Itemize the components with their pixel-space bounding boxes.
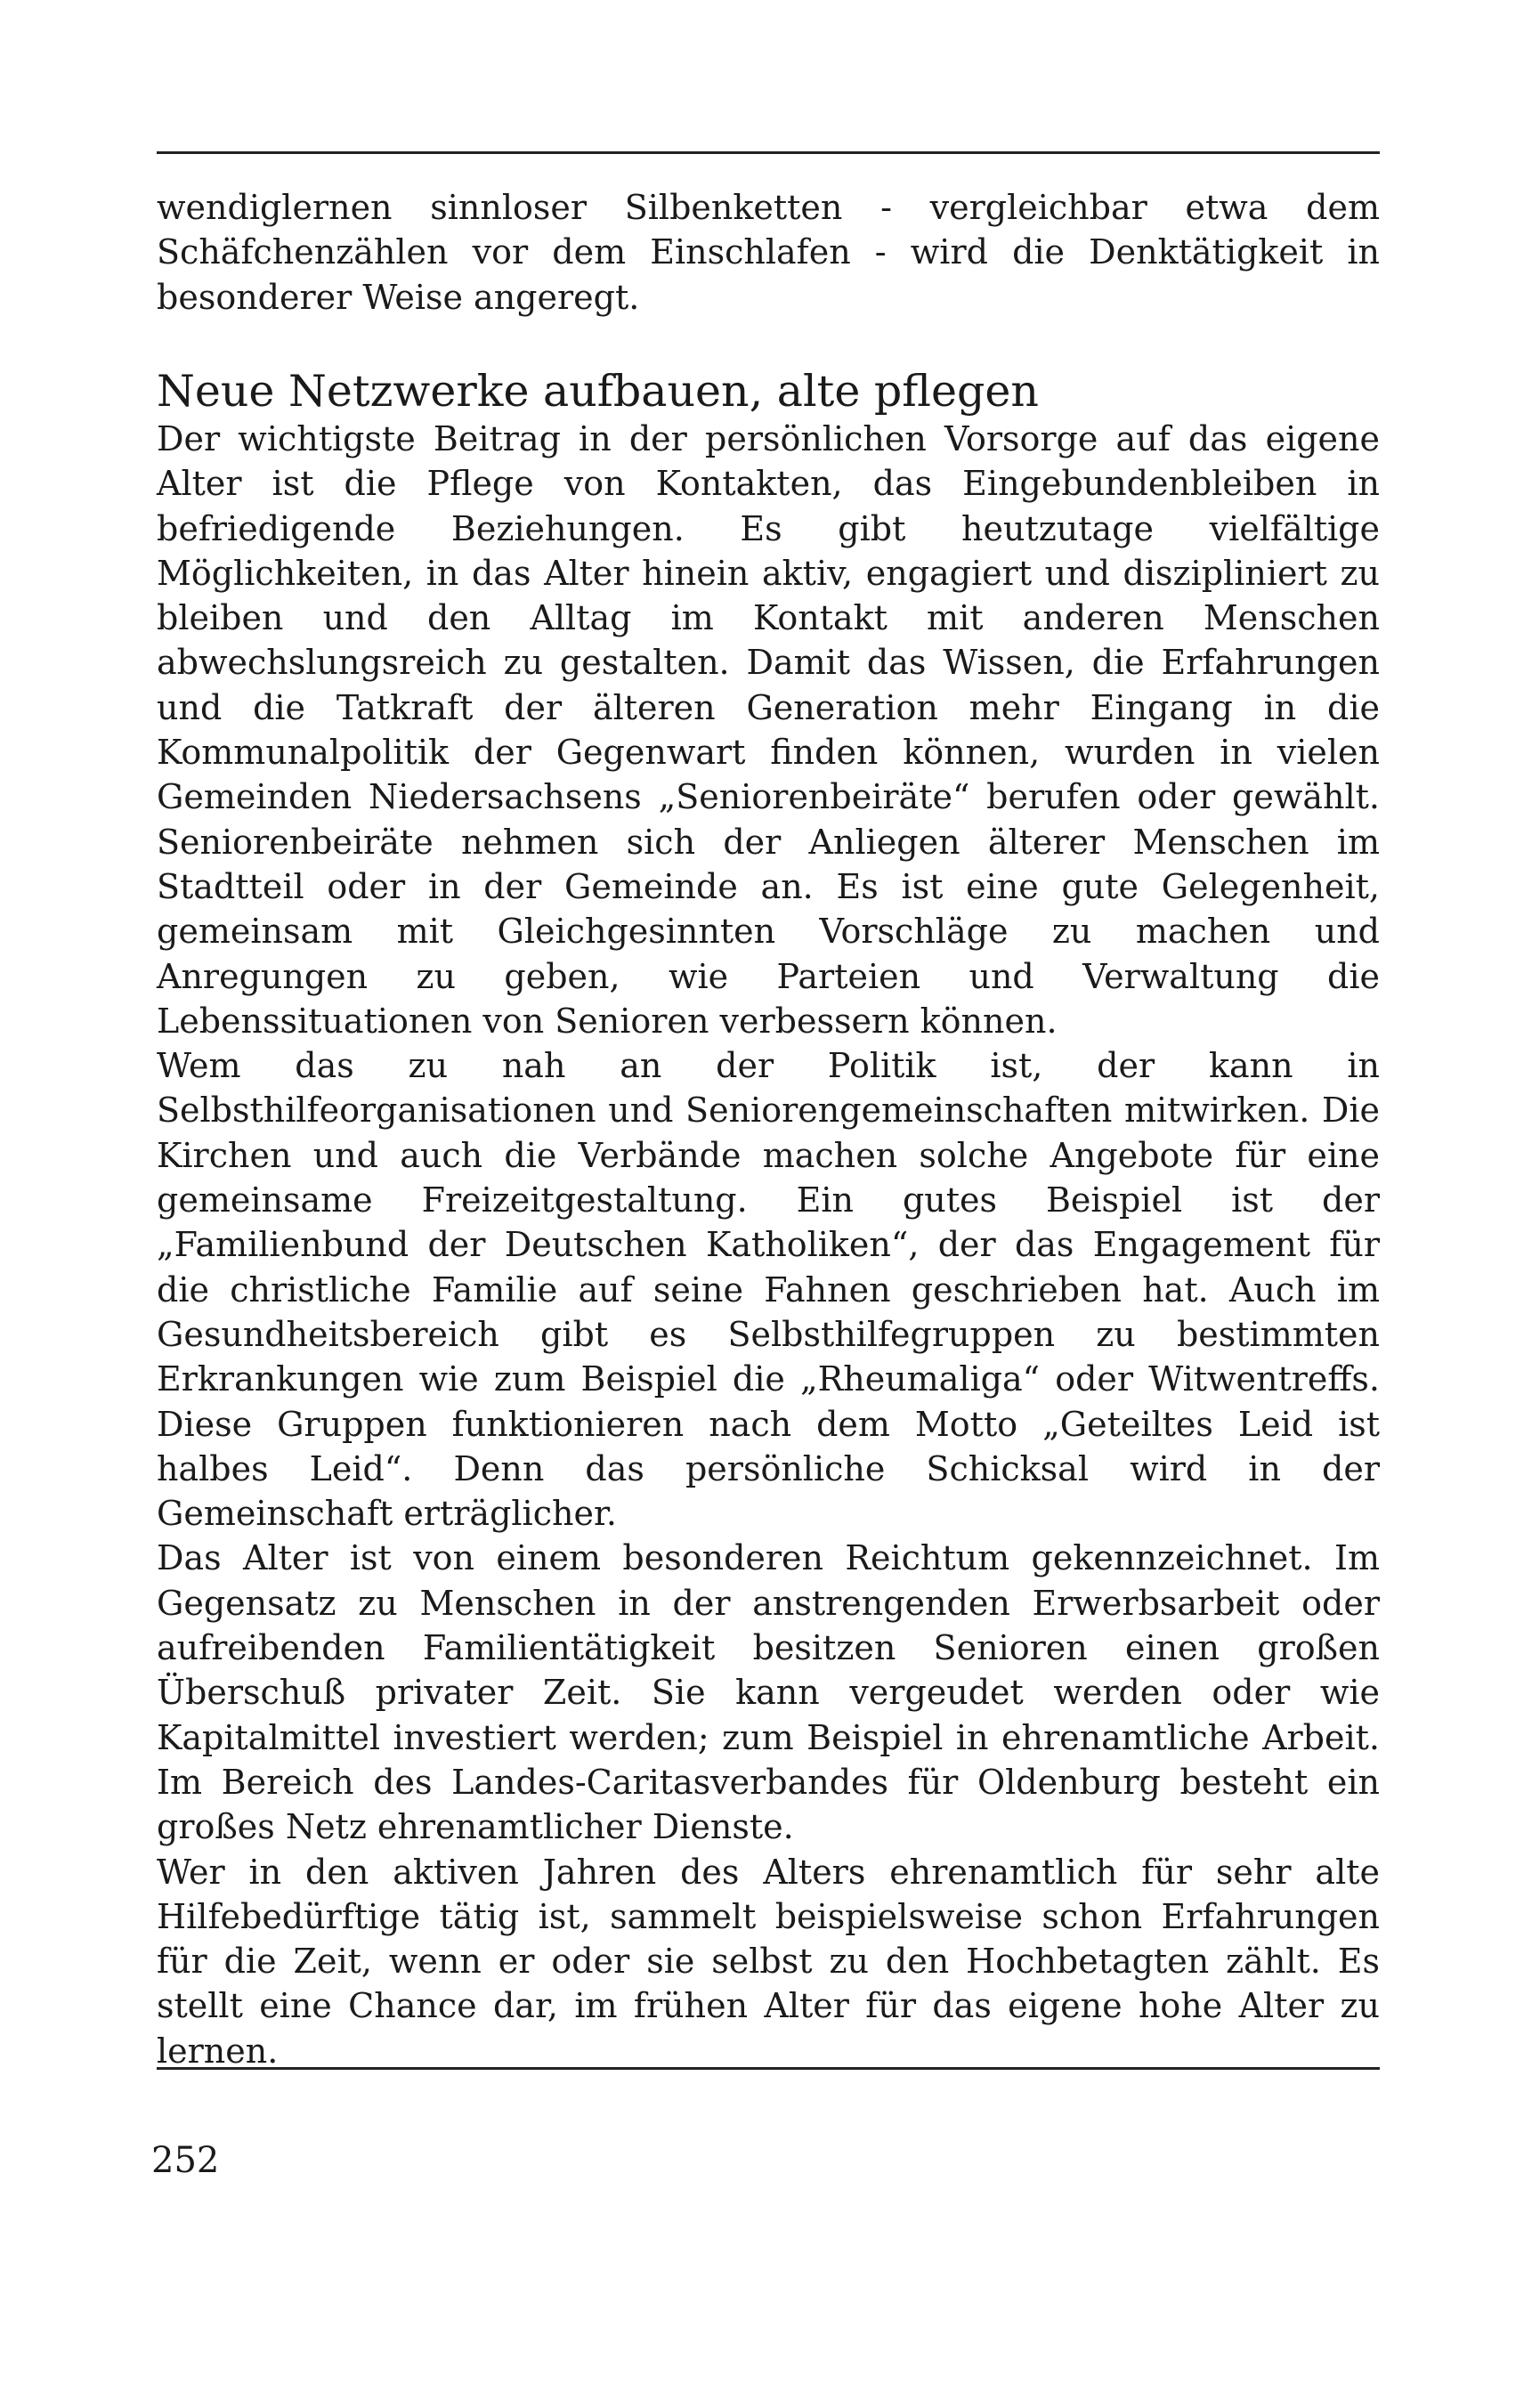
intro-paragraph: wendiglernen sinnloser Silbenketten - vergleichbar etwa dem Schäfchenzählen vor dem Einschlafen - wird die Denktätigkeit in besonderer Weise angeregt. bbox=[157, 188, 1380, 317]
section-body bbox=[157, 417, 1380, 2073]
intro-text bbox=[157, 185, 1380, 320]
top-rule bbox=[157, 151, 1380, 154]
bottom-rule bbox=[157, 2067, 1380, 2070]
section-heading: Neue Netzwerke aufbauen, alte pflegen bbox=[157, 366, 1039, 417]
body-paragraph-4: Wer in den aktiven Jahren des Alters ehrenamtlich für sehr alte Hilfebedürftige tätig ist, sammelt beispielsweise schon Erfahrungen für die Zeit, wenn er oder sie selbst zu den Hochbetagten zählt. Es stellt eine Chance dar, im frühen Alter für das eigene hohe Alter zu lernen. bbox=[157, 1852, 1380, 2071]
body-paragraph-2: Wem das zu nah an der Politik ist, der kann in Selbsthilfeorganisationen und Seniorengemeinschaften mitwirken. Die Kirchen und auch die Verbände machen solche Angebote für eine gemeinsame Freizeitgestaltung. Ein gutes Beispiel ist der „Familienbund der Deutschen Katholiken“, der das Engagement für die christliche Familie auf seine Fahnen geschrieben hat. Auch im Gesundheitsbereich gibt es Selbsthilfegruppen zu bestimmten Erkrankungen wie zum Beispiel die „Rheumaliga“ oder Witwentreffs. Diese Gruppen funktionieren nach dem Motto „Geteiltes Leid ist halbes Leid“. Denn das persönliche Schicksal wird in der Gemeinschaft erträglicher. bbox=[157, 1046, 1380, 1534]
body-paragraph-1: Der wichtigste Beitrag in der persönlichen Vorsorge auf das eigene Alter ist die Pflege von Kontakten, das Eingebundenbleiben in befriedigende Beziehungen. Es gibt heutzutage vielfältige Möglichkeiten, in das Alter hinein aktiv, engagiert und diszipliniert zu bleiben und den Alltag im Kontakt mit anderen Menschen abwechslungsreich zu gestalten. Damit das Wissen, die Erfahrungen und die Tatkraft der älteren Generation mehr Eingang in die Kommunalpolitik der Gegenwart finden können, wurden in vielen Gemeinden Niedersachsens „Seniorenbeiräte“ berufen oder gewählt. Seniorenbeiräte nehmen sich der Anliegen älterer Menschen im Stadtteil oder in der Gemeinde an. Es ist eine gute Gelegenheit, gemeinsam mit Gleichgesinnten Vorschläge zu machen und Anregungen zu geben, wie Parteien und Verwaltung die Lebenssituationen von Senioren verbessern können. bbox=[157, 419, 1380, 1041]
page-number: 252 bbox=[151, 2140, 220, 2181]
body-paragraph-3: Das Alter ist von einem besonderen Reichtum gekennzeichnet. Im Gegensatz zu Menschen in der anstrengenden Erwerbsarbeit oder aufreibenden Familientätigkeit besitzen Senioren einen großen Überschuß privater Zeit. Sie kann vergeudet werden oder wie Kapitalmittel investiert werden; zum Beispiel in ehrenamtliche Arbeit. Im Bereich des Landes-Caritasverbandes für Oldenburg besteht ein großes Netz ehrenamtlicher Dienste. bbox=[157, 1538, 1380, 1847]
